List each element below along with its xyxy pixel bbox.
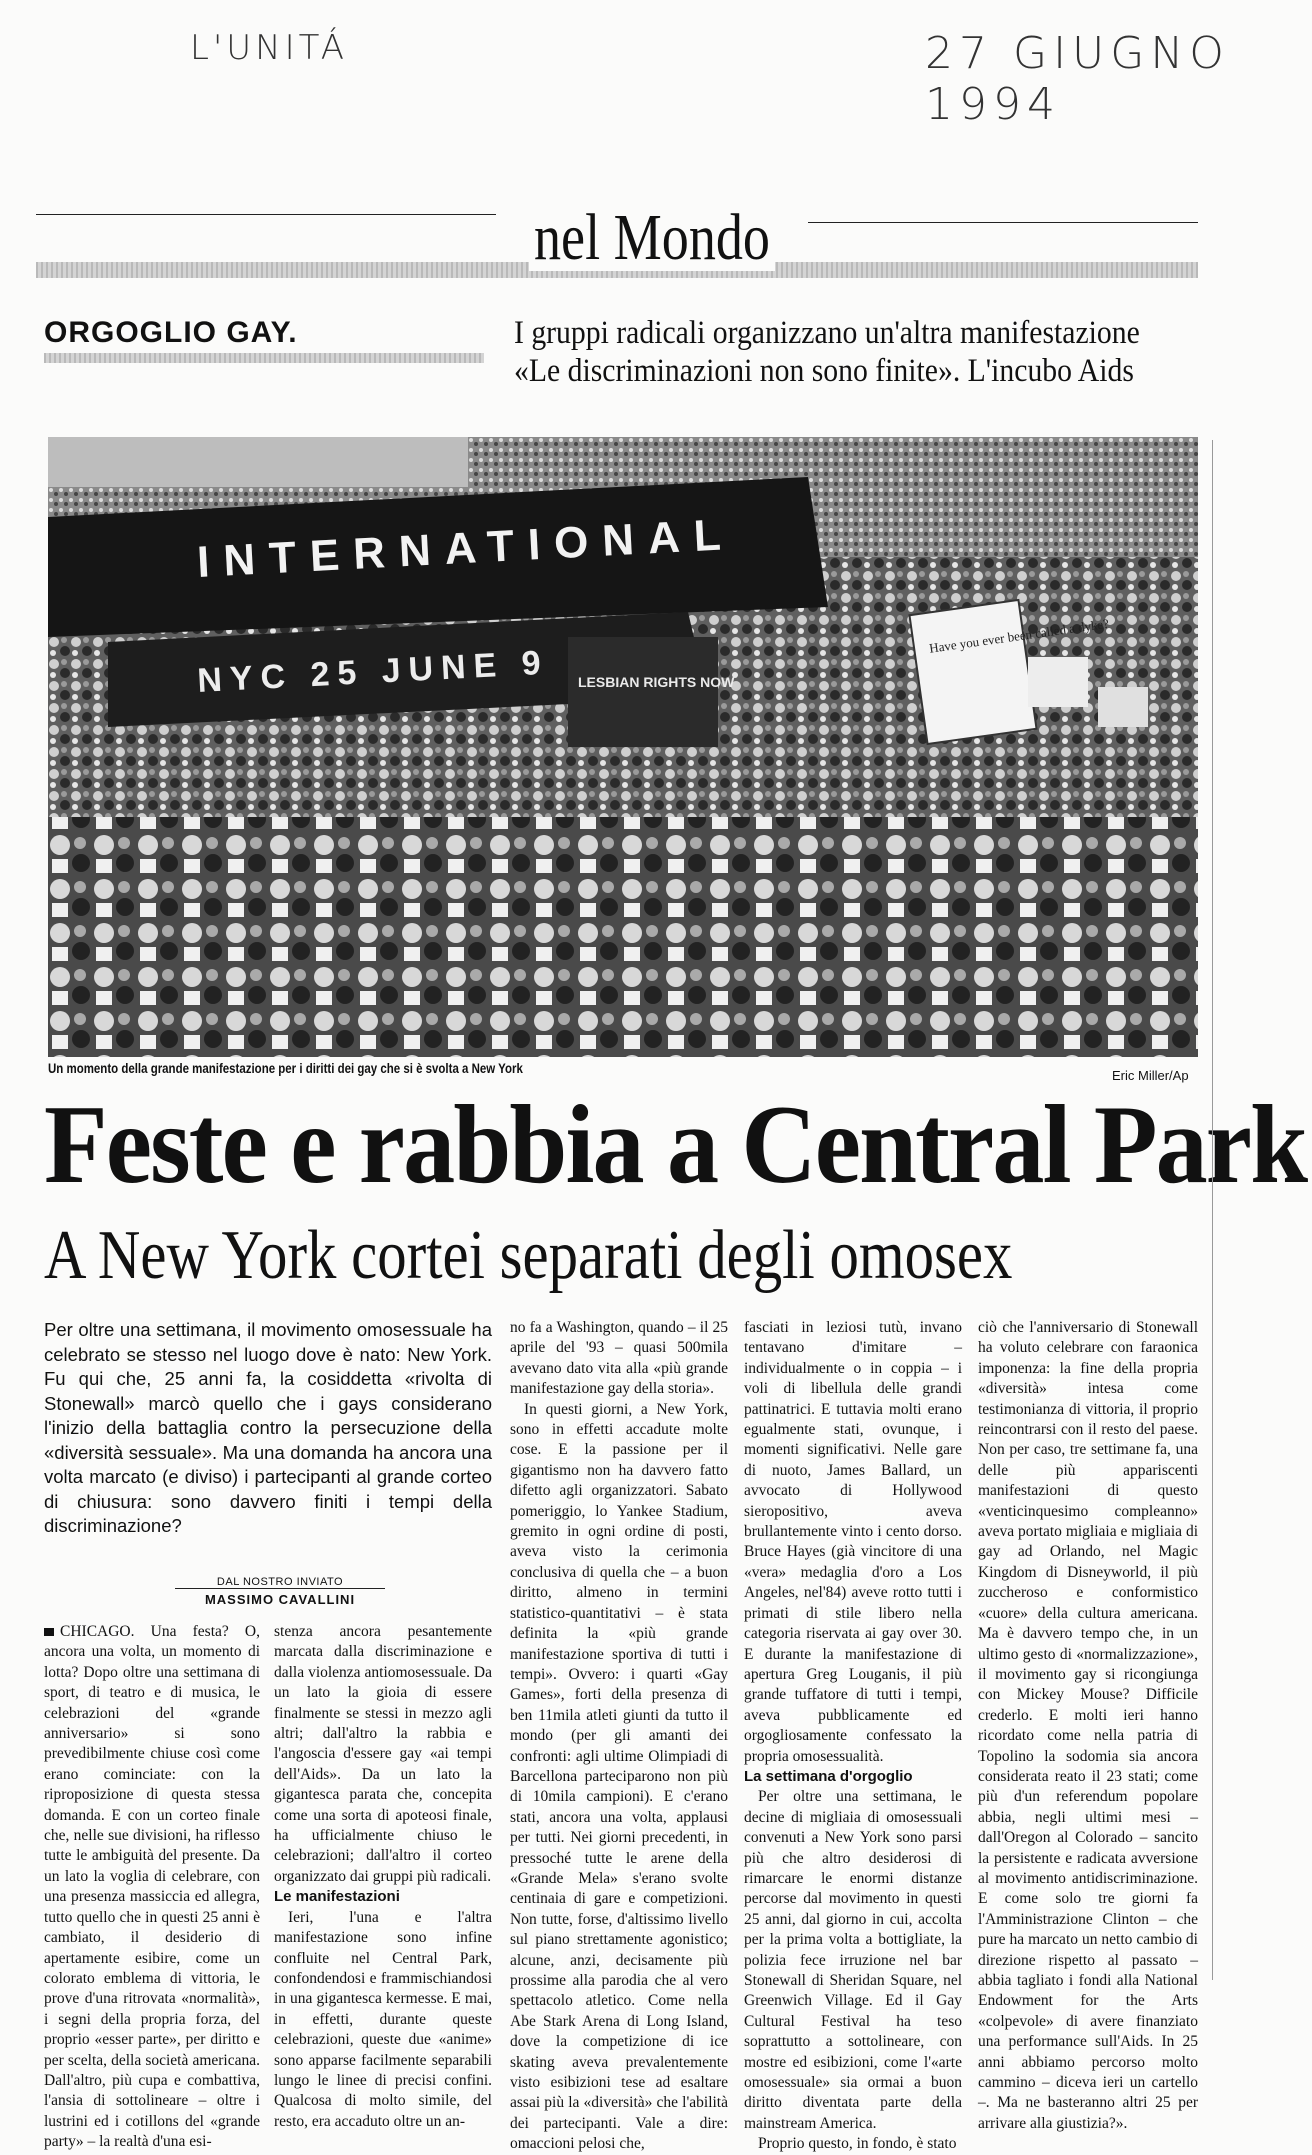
- sign-text: LESBIAN RIGHTS NOW: [578, 674, 735, 690]
- subheading-manifestazioni: Le manifestazioni: [274, 1888, 400, 1906]
- deck-line-2: «Le discriminazioni non sono finite». L'incubo Aids: [514, 353, 1134, 389]
- kicker-band: [44, 353, 484, 363]
- column-1-text: CHICAGO. Una festa? O, ancora una volta, un momento di lotta? Dopo oltre una settimana di sport, di teatro e di musica, le celebrazioni del «grande anniversario» si sono prevedibilmente chiuse così come erano cominciate: con la riproposizione di questa stessa domanda. E con un corteo finale che, nelle sue divisioni, ha riflesso tutte le ambiguità del presente. Da un lato la voglia di celebrare, con una presenza massiccia ed allegra, tutto quello che in questi 25 anni è cambiato, il desiderio di apertamente esibire, come un colorato emblema di vittoria, le prove d'una ritrovata «normalità», i segni della propria forza, del proprio «esser parte», per diritto e per scelta, della società americana. Dall'altro, più cupa e combattiva, l'ansia di sottolineare – oltre i lustrini ed i cotillons del «grande party» – la realtà d'una esi-: [44, 1623, 260, 2151]
- section-top-rule-left: [36, 214, 496, 215]
- article-column-4: [744, 1318, 962, 2155]
- page-edge-line: [1212, 440, 1213, 1980]
- column-3-text-b: In questi giorni, a New York, sono in effetti accadute molte cose. E la passione per il gigantismo non ha davvero fatto difetto agli organizzatori. Sabato pomeriggio, lo Yankee Stadium, gremito in ogni ordine di posti, aveva visto la cerimonia conclusiva di quella che – a buon diritto, almeno in termini statistico-quantitativi – è stata definita la «più grande manifestazione sportiva di tutti i tempi». Ovvero: i quarti «Gay Games», forti della presenza di ben 11mila atleti giunti da tutto il mondo (per gli amanti dei confronti: agli ultime Olimpiadi di Barcellona parteciparono non più di 10mila campioni). E c'erano stati, ancora una volta, applausi per tutti. Nei giorni precedenti, in pressoché tutte le arene della «Grande Mela» s'erano svolte centinaia di gare e competizioni. Non tutte, forse, d'altissimo livello sul piano strettamente agonistico; alcune, anzi, decisamente più prossime alla parodia che al vero spettacolo atletico. Come nella Abe Stark Arena di Long Island, dove la competizione di ice skating aveva prevalentemente visto esibizioni tese ad esaltare assai più la «diversità» che l'abilità dei partecipanti. Vale a dire: omaccioni pelosi che,: [510, 1400, 728, 2153]
- placard-text: Have you ever been called a dyke?: [928, 615, 1110, 656]
- column-2-text-a: stenza ancora pesantemente marcata dalla discriminazione e dalla violenza antiomosessuale. Da un lato la gioia di essere finalmente se stessi in mezzo agli altri; dall'altro la rabbia e l'angoscia d'essere gay «ai tempi dell'Aids». Da un lato la gigantesca parata che, concepita come una sorta di apoteosi finale, ha ufficialmente chiuso le celebrazioni; dall'altro il corteo organizzato dai gruppi più radicali.: [274, 1623, 492, 1885]
- column-4-text-a: fasciati in leziosi tutù, invano tentavano d'imitare – individualmente o in coppia – i voli di libellula delle grandi pattinatrici. E tuttavia molti erano egualmente stati, ovunque, i momenti significativi. Nelle gare di nuoto, James Ballard, un avvocato di Hollywood sieropositivo, aveva brullantemente vinto i cento dorso. Bruce Hayes (già vincitore di una «vera» medaglia d'oro a Los Angeles, nel'84) aveve rotto tutti i primati di stile libero nella categoria riservata ai gay over 30. E durante la manifestazione di apertura Greg Louganis, il più grande tuffatore di tutti i tempi, aveva pubblicamente ed orgogliosamente confessato la propria omosessualità.: [744, 1319, 962, 1765]
- column-4-text-c: Proprio questo, in fondo, è stato: [758, 2135, 957, 2153]
- crowd-photo-illustration: [48, 437, 1198, 1057]
- subheadline: A New York cortei separati degli omosex: [44, 1217, 1013, 1294]
- deck-line-1: I gruppi radicali organizzano un'altra manifestazione: [514, 315, 1140, 351]
- headline: Feste e rabbia a Central Park: [44, 1083, 1307, 1207]
- article-column-1: [44, 1622, 260, 2153]
- byline-rule: [175, 1588, 385, 1589]
- handwritten-newspaper-name: L'UNITÁ: [190, 28, 349, 68]
- column-3-text-a: no fa a Washington, quando – il 25 aprile del '93 – quasi 500mila avevano dato vita alla «più grande manifestazione gay della storia».: [510, 1319, 728, 1398]
- banner-text: INTERNATIONAL: [195, 509, 736, 587]
- column-2-text-b: Ieri, l'una e l'altra manifestazione sono infine confluite nel Central Park, confondendosi e frammischiandosi in una gigantesca kermesse. E mai, in effetti, durante queste celebrazioni, queste due «anime» sono apparse facilmente separabili lungo le linee di precisi confini. Qualcosa di molto simile, del resto, era accaduto oltre un an-: [274, 1908, 492, 2130]
- section-title: nel Mondo: [529, 205, 775, 271]
- article-column-5: [978, 1318, 1198, 2134]
- article-column-2: [274, 1622, 492, 2132]
- kicker: ORGOGLIO GAY.: [44, 316, 298, 349]
- crowd-photo: [48, 437, 1198, 1057]
- column-5-text: ciò che l'anniversario di Stonewall ha voluto celebrare con faraonica imponenza: la fine della propria «diversità» intesa come testimonianza di vittoria, il proprio reincontrarsi con il resto del paese. Non per caso, tre settimane fa, una delle più appariscenti manifestazioni di questo «venticinquesimo compleanno» aveva portato migliaia e migliaia di gay ad Orlando, nel Magic Kingdom di Disneyworld, il più zuccheroso e conformistico «cuore» della cultura americana. Ma è davvero tempo che, in un ultimo gesto di «normalizzazione», il movimento gay si ricongiunga con Mickey Mouse? Difficile crederlo. E molti ieri hanno ricordato come nella patria di Topolino la sodomia sia ancora considerata reato il 23 stati; come più d'un referendum popolare abbia, negli ultimi mesi – dall'Oregon al Colorado – sancito la persistente e radicata avversione al movimento antidiscriminazione. E come solo tre giorni fa l'Amministrazione Clinton – che pure ha marcato un netto cambio di direzione rispetto al passato – abbia tagliato i fondi alla National Endowment for the Arts «colpevole» di avere finanziato una performance sull'Aids. In 25 anni abbiamo percorso molto cammino – diceva ieri un cartello –. Ma ne basteranno altri 25 per arrivare alla giustizia?».: [978, 1319, 1198, 2132]
- column-4-text-b: Per oltre una settimana, le decine di migliaia di omosessuali convenuti a New York sono parsi più che altro desiderosi di rimarcare le enormi distanze percorse dal movimento in questi 25 anni, dal giorno in cui, accolta per la prima volta a bottigliate, la polizia fece irruzione nel bar Stonewall di Sheridan Square, nel Greenwich Village. Ed il Gay Cultural Festival ha teso soprattutto a sottolineare, con mostre ed esibizioni, come l'«arte omosessuale» sia ormai a buon diritto diventata parte della mainstream America.: [744, 1788, 962, 2132]
- photo-credit: Eric Miller/Ap: [1112, 1068, 1189, 1083]
- section-top-rule-right: [808, 222, 1198, 223]
- article-column-3: [510, 1318, 728, 2155]
- lead-paragraph: Per oltre una settimana, il movimento omosessuale ha celebrato se stesso nel luogo dove è nato: New York. Fu qui che, 25 anni fa, la cosiddetta «rivolta di Stonewall» marcò quello che i gays considerano l'inizio della battaglia contro la persecuzione della «diversità sessuale». Ma una domanda ha ancora una volta marcato (e diviso) i partecipanti al grande corteo di chiusura: sono davvero finiti i tempi della discriminazione?: [44, 1319, 492, 1536]
- subheading-settimana-orgoglio: La settimana d'orgoglio: [744, 1767, 913, 1785]
- dateline-marker: [44, 1628, 54, 1636]
- banner-text-2: NYC 25 JUNE 9: [196, 643, 550, 700]
- photo-caption: Un momento della grande manifestazione per i diritti dei gay che si è svolta a New York: [48, 1060, 523, 1076]
- handwritten-date: 27 GIUGNO 1994: [925, 28, 1230, 130]
- deck: [514, 314, 1144, 390]
- byline-label: DAL NOSTRO INVIATO: [216, 1576, 344, 1588]
- byline-name: MASSIMO CAVALLINI: [204, 1592, 356, 1607]
